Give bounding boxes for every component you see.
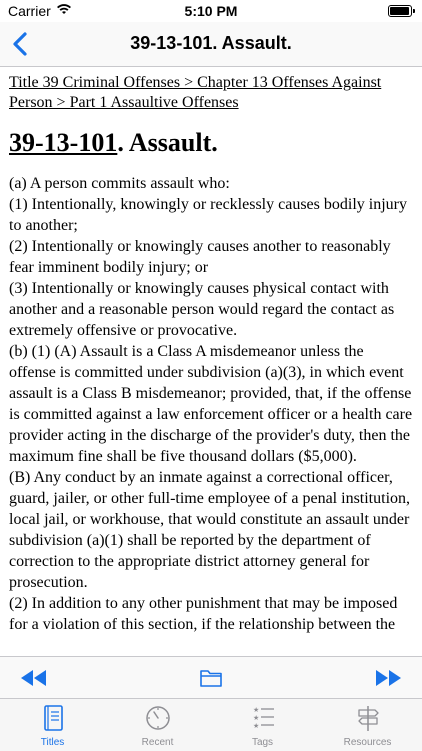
statute-paragraph: (a) A person commits assault who: (9, 175, 230, 192)
tab-recent[interactable] (105, 699, 210, 751)
fast-forward-icon (370, 665, 406, 691)
tab-bar (0, 698, 422, 751)
signpost-icon (353, 703, 383, 733)
svg-text:★: ★ (253, 722, 260, 730)
battery-fill (390, 7, 409, 15)
folder-icon (193, 665, 229, 691)
rewind-icon (16, 665, 52, 691)
tab-titles[interactable] (0, 699, 105, 751)
back-button[interactable] (8, 26, 42, 62)
statute-paragraph: (3) Intentionally or knowingly causes physical contact with another and a reasonable person would regard the contact as extremely offensive or provocative. (9, 280, 395, 339)
breadcrumb[interactable]: Title 39 Criminal Offenses > Chapter 13 Offenses Against Person > Part 1 Assaultive Offenses (9, 74, 382, 111)
previous-section-button[interactable] (16, 665, 52, 691)
folder-button[interactable] (193, 665, 229, 691)
statute-paragraph: (2) Intentionally or knowingly causes another to reasonably fear imminent bodily injury; or (9, 238, 391, 276)
carrier-label: Carrier (8, 3, 51, 19)
clock-icon (143, 703, 173, 733)
section-number-link[interactable]: 39-13-101 (9, 128, 118, 157)
statute-paragraph: (1) Intentionally, knowingly or recklessly causes bodily injury to another; (9, 196, 407, 234)
status-time: 5:10 PM (184, 3, 238, 19)
svg-text:★: ★ (253, 714, 260, 722)
section-title: . Assault. (117, 128, 218, 157)
tab-label: Recent (141, 737, 174, 748)
tab-label: Resources (343, 737, 392, 748)
navigation-bar (0, 22, 422, 67)
tab-resources[interactable] (315, 699, 420, 751)
tab-label: Tags (251, 737, 274, 748)
status-bar (0, 0, 422, 22)
svg-text:★: ★ (253, 706, 260, 714)
document-content[interactable] (0, 67, 422, 656)
book-icon (38, 703, 68, 733)
bottom-toolbar (0, 656, 422, 699)
page-title: 39-13-101. Assault. (130, 33, 292, 53)
tab-tags[interactable] (210, 699, 315, 751)
statute-paragraph: (b) (1) (A) Assault is a Class A misdemeanor unless the offense is committed under subdivision (a)(3), in which event assault is a Class B misdemeanor; provided, that, if the offense is committed against a law enforcement officer or a health care provider acting in the discharge of the provider's duty, then the maximum fine shall be five thousand dollars ($5,000). (9, 343, 413, 465)
statute-paragraph: (B) Any conduct by an inmate against a correctional officer, guard, jailer, or other full-time employee of a penal institution, local jail, or workhouse, that would constitute an assault under subdivision (a)(1) shall be reported by the department of correction to the appropriate district attorney general for prosecution. (9, 469, 411, 591)
tag-list-icon (248, 703, 278, 733)
battery-icon (388, 5, 412, 17)
chevron-left-icon (8, 26, 42, 62)
next-section-button[interactable] (370, 665, 406, 691)
statute-paragraph: (2) In addition to any other punishment that may be imposed for a violation of this section, if the relationship between the (9, 595, 398, 633)
tab-label: Titles (40, 737, 65, 748)
section-heading (9, 127, 413, 159)
